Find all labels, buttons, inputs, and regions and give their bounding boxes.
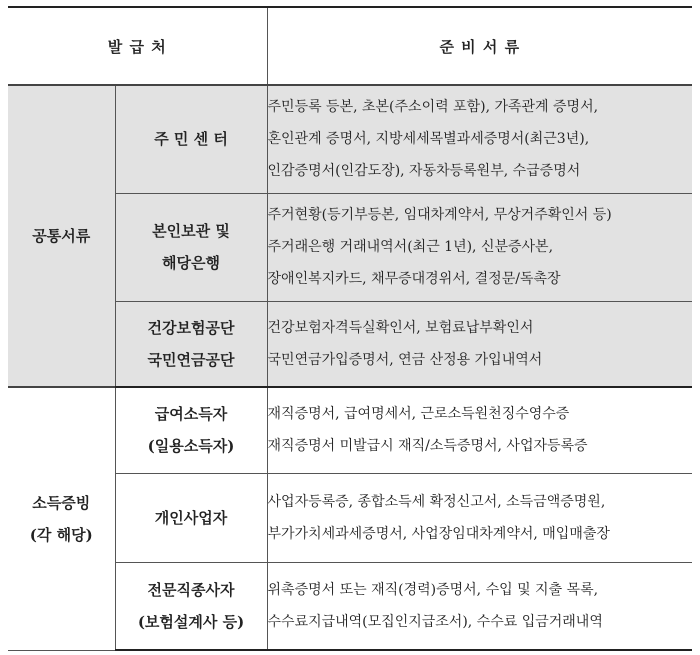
issuer-cell: 전문직종사자 (보험설계사 등) <box>115 562 267 650</box>
income-proof-group <box>8 387 692 650</box>
group-label-common: 공통서류 <box>8 85 115 387</box>
issuer-cell: 본인보관 및 해당은행 <box>115 193 267 301</box>
required-documents-table <box>8 6 692 651</box>
issuer-cell: 주 민 센 터 <box>115 85 267 193</box>
documents-cell: 재직증명서, 급여명세서, 근로소득원천징수영수증 재직증명서 미발급시 재직/소득증명서, 사업자등록증 <box>267 387 692 473</box>
issuer-cell: 급여소득자 (일용소득자) <box>115 387 267 473</box>
documents-cell: 주거현황(등기부등본, 임대차계약서, 무상거주확인서 등) 주거래은행 거래내역서(최근 1년), 신분증사본, 장애인복지카드, 채무증대경위서, 결정문/독촉장 <box>267 193 692 301</box>
issuer-header: 발 급 처 <box>8 7 267 85</box>
documents-cell: 위촉증명서 또는 재직(경력)증명서, 수입 및 지출 목록, 수수료지급내역(모집인지급조서), 수수료 입금거래내역 <box>267 562 692 650</box>
issuer-cell: 개인사업자 <box>115 473 267 562</box>
group-label-income: 소득증빙 (각 해당) <box>8 387 115 650</box>
documents-cell: 주민등록 등본, 초본(주소이력 포함), 가족관계 증명서, 혼인관계 증명서, 지방세세목별과세증명서(최근3년), 인감증명서(인감도장), 자동차등록원부, 수급증명서 <box>267 85 692 193</box>
documents-cell: 사업자등록증, 종합소득세 확정신고서, 소득금액증명원, 부가가치세과세증명서, 사업장임대차계약서, 매입매출장 <box>267 473 692 562</box>
issuer-cell: 건강보험공단 국민연금공단 <box>115 301 267 387</box>
documents-header: 준 비 서 류 <box>267 7 692 85</box>
common-documents-group <box>8 85 692 387</box>
documents-cell: 건강보험자격득실확인서, 보험료납부확인서 국민연금가입증명서, 연금 산정용 가입내역서 <box>267 301 692 387</box>
